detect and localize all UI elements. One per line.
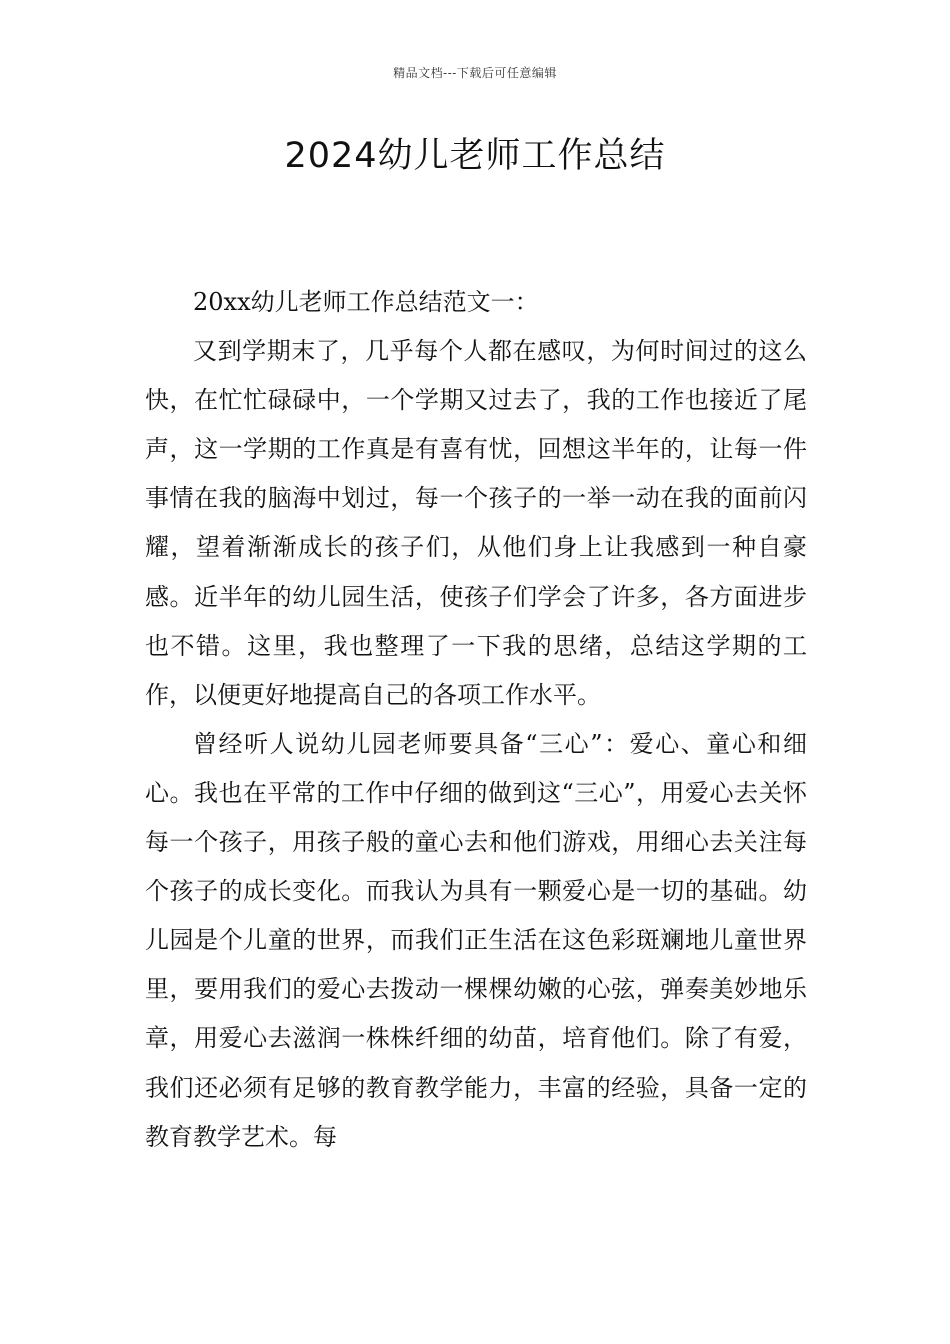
header-note: 精品文档---下载后可任意编辑 [393, 66, 557, 80]
paragraph-semester-review: 又到学期末了，几乎每个人都在感叹，为何时间过的这么快，在忙忙碌碌中，一个学期又过去了，我的工作也接近了尾声，这一学期的工作真是有喜有忧，回想这半年的，让每一件事情在我的脑海中划过，每一个孩子的一举一动在我的面前闪耀，望着渐渐成长的孩子们，从他们身上让我感到一种自豪感。近半年的幼儿园生活，使孩子们学会了许多，各方面进步也不错。这里，我也整理了一下我的思绪，总结这学期的工作，以便更好地提高自己的各项工作水平。 [145, 337, 807, 709]
document-title: 2024幼儿老师工作总结 [284, 136, 666, 176]
paragraph-intro: 20xx幼儿老师工作总结范文一： [193, 288, 539, 316]
paragraph-three-hearts: 曾经听人说幼儿园老师要具备“三心”：爱心、童心和细心。我也在平常的工作中仔细的做到这“三心”，用爱心去关怀每一个孩子，用孩子般的童心去和他们游戏，用细心去关注每个孩子的成长变化。而我认为具有一颗爱心是一切的基础。幼儿园是个儿童的世界，而我们正生活在这色彩斑斓地儿童世界里，要用我们的爱心去拨动一棵棵幼嫩的心弦，弹奏美妙地乐章，用爱心去滋润一株株纤细的幼苗，培育他们。除了有爱，我们还必须有足够的教育教学能力，丰富的经验，具备一定的教育教学艺术。每 [145, 729, 807, 1151]
document-body [145, 278, 807, 1162]
